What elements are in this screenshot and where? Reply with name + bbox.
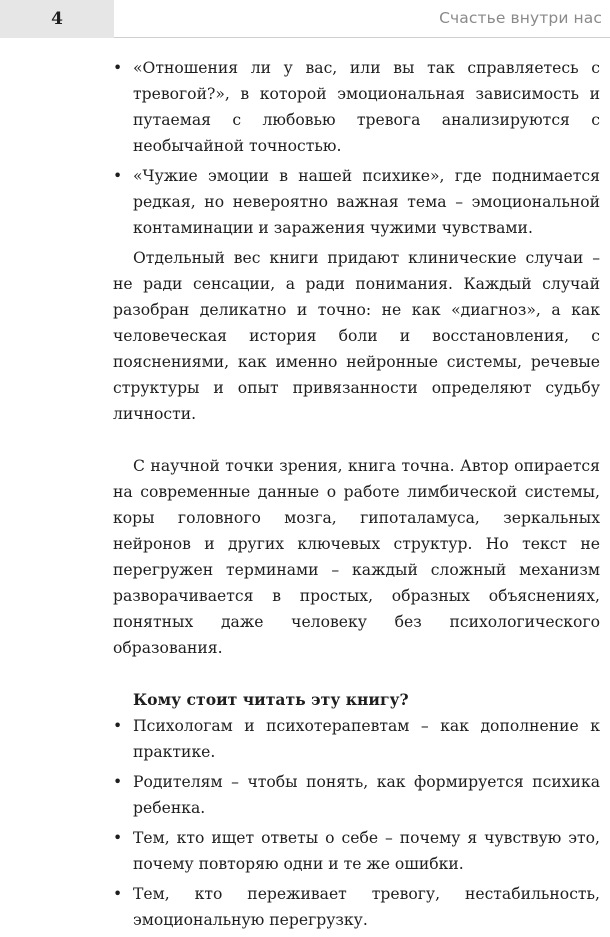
list-item: [113, 881, 600, 933]
spacer: [113, 427, 600, 453]
bullet-icon: •: [113, 717, 123, 735]
list-item: [113, 55, 600, 159]
section-heading: Кому стоит читать эту книгу?: [133, 690, 409, 709]
header-divider: [114, 37, 610, 38]
bullet-icon: •: [113, 59, 123, 77]
bullet-icon: •: [113, 829, 123, 847]
chapter-list: [113, 55, 600, 241]
list-item: [113, 769, 600, 821]
bullet-icon: •: [113, 773, 123, 791]
list-item-text: Тем, кто переживает тревогу, нестабильность, эмоциональную перегрузку.: [133, 885, 600, 929]
page-body: [113, 55, 600, 937]
list-item-text: Тем, кто ищет ответы о себе – почему я чувствую это, почему повторяю одни и те же ошибки.: [133, 829, 600, 873]
bullet-icon: •: [113, 885, 123, 903]
audience-list: [113, 713, 600, 933]
page-number: 4: [0, 0, 114, 38]
list-item-text: «Отношения ли у вас, или вы так справляетесь с тревогой?», в которой эмоциональная зависимость и путаемая с любовью тревога анализируются с необычайной точностью.: [133, 59, 600, 155]
paragraph-scientific: С научной точки зрения, книга точна. Автор опирается на современные данные о работе лимбической системы, коры головного мозга, гипоталамуса, зеркальных нейронов и других ключевых структур. Но текст не перегружен терминами – каждый сложный механизм разворачивается в простых, образных объяснениях, понятных даже человеку без психологического образования.: [113, 457, 600, 657]
list-item-text: Психологам и психотерапевтам – как дополнение к практике.: [133, 717, 600, 761]
spacer: [113, 661, 600, 687]
paragraph-clinical-cases: Отдельный вес книги придают клинические случаи – не ради сенсации, а ради понимания. Каждый случай разобран деликатно и точно: не как «диагноз», а как человеческая история боли и восстановления, с пояснениями, как именно нейронные системы, речевые структуры и опыт привязанности определяют судьбу личности.: [113, 249, 600, 423]
running-title: Счастье внутри нас: [439, 9, 602, 27]
bullet-icon: •: [113, 167, 123, 185]
list-item-text: Родителям – чтобы понять, как формируется психика ребенка.: [133, 773, 600, 817]
list-item-text: «Чужие эмоции в нашей психике», где поднимается редкая, но невероятно важная тема – эмоциональной контаминации и заражения чужими чувствами.: [133, 167, 600, 237]
list-item: [113, 713, 600, 765]
list-item: [113, 163, 600, 241]
